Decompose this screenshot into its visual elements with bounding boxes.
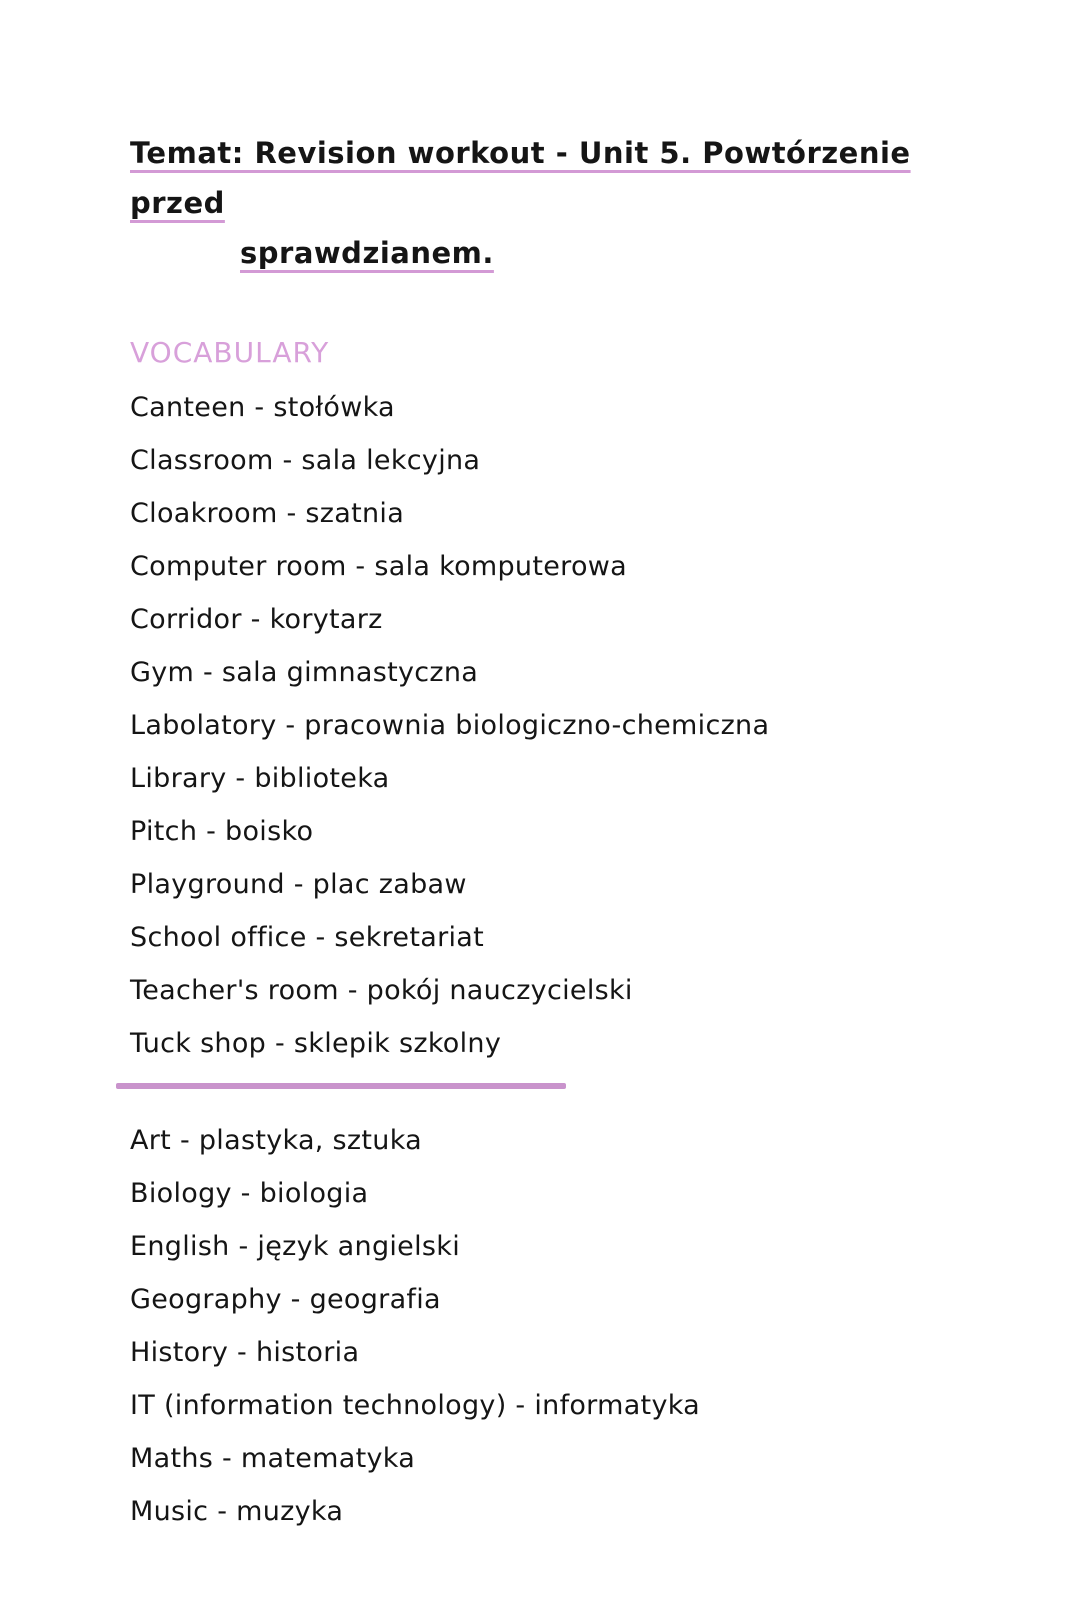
vocabulary-item: Teacher's room - pokój nauczycielski xyxy=(130,975,633,1006)
subject-item: Art - plastyka, sztuka xyxy=(130,1125,422,1156)
subject-item: English - język angielski xyxy=(130,1231,460,1262)
lesson-title xyxy=(130,128,1000,278)
vocabulary-item: Canteen - stołówka xyxy=(130,392,395,423)
vocabulary-item: Playground - plac zabaw xyxy=(130,869,467,900)
section-divider xyxy=(116,1083,566,1089)
subject-item: Biology - biologia xyxy=(130,1178,369,1209)
vocabulary-heading: VOCABULARY xyxy=(130,336,330,369)
subjects-list xyxy=(130,1127,1000,1526)
vocabulary-item: Pitch - boisko xyxy=(130,816,314,847)
vocabulary-item: Gym - sala gimnastyczna xyxy=(130,657,479,688)
vocabulary-item: School office - sekretariat xyxy=(130,922,485,953)
vocabulary-item: Computer room - sala komputerowa xyxy=(130,551,627,582)
subject-item: Music - muzyka xyxy=(130,1496,344,1527)
subject-item: History - historia xyxy=(130,1337,360,1368)
vocabulary-item: Library - biblioteka xyxy=(130,763,390,794)
vocabulary-item: Tuck shop - sklepik szkolny xyxy=(130,1028,502,1059)
vocabulary-item: Labolatory - pracownia biologiczno-chemiczna xyxy=(130,710,770,741)
vocabulary-item: Cloakroom - szatnia xyxy=(130,498,405,529)
lesson-title-line-2: sprawdzianem. xyxy=(240,236,494,270)
subject-item: IT (information technology) - informatyka xyxy=(130,1390,701,1421)
vocabulary-item: Classroom - sala lekcyjna xyxy=(130,445,481,476)
vocabulary-list xyxy=(130,394,1000,1058)
lesson-title-line-1: Temat: Revision workout - Unit 5. Powtórzenie przed xyxy=(130,136,911,220)
subject-item: Geography - geografia xyxy=(130,1284,441,1315)
subject-item: Maths - matematyka xyxy=(130,1443,416,1474)
vocabulary-item: Corridor - korytarz xyxy=(130,604,383,635)
